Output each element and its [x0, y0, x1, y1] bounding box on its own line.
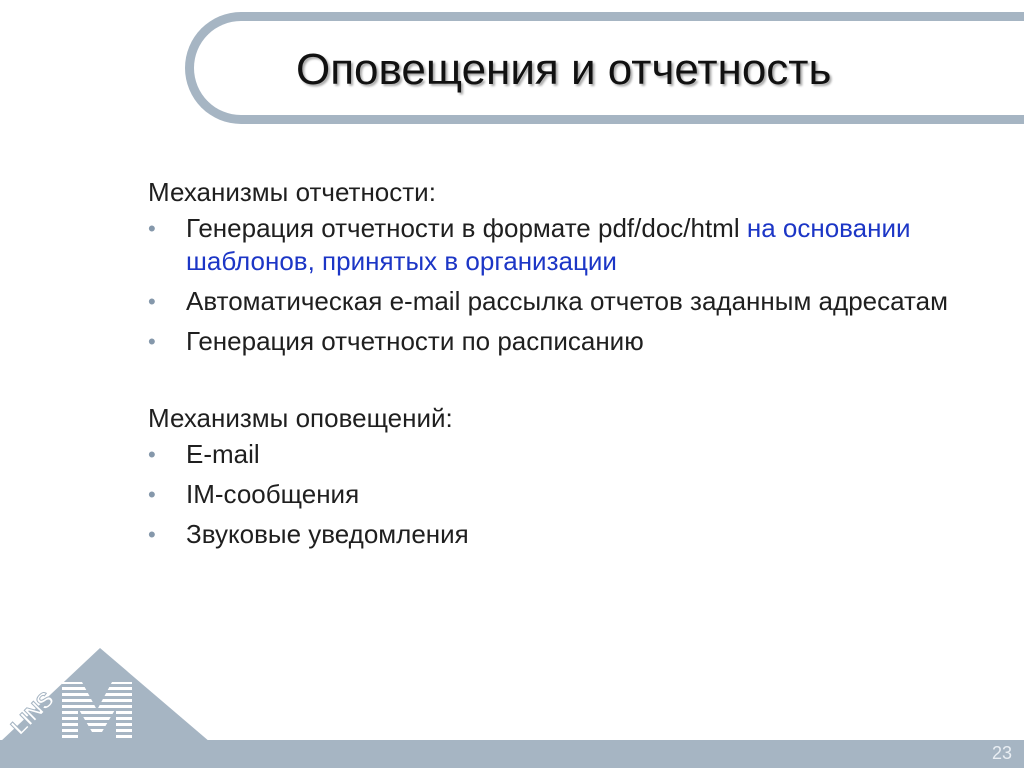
reporting-heading: Механизмы отчетности: — [148, 177, 436, 207]
slide-body — [148, 176, 988, 558]
list-item-text: E-mail — [186, 439, 260, 469]
bullet-icon: • — [148, 482, 156, 507]
bullet-icon: • — [148, 216, 156, 241]
bullet-icon: • — [148, 442, 156, 467]
page-number: 23 — [991, 743, 1012, 763]
list-item — [148, 212, 988, 278]
list-item-text: Генерация отчетности по расписанию — [186, 326, 644, 356]
notifications-list — [148, 438, 988, 551]
bullet-icon: • — [148, 522, 156, 547]
list-item-text: Звуковые уведомления — [186, 519, 469, 549]
list-item-text: IM-сообщения — [186, 479, 360, 509]
bullet-icon: • — [148, 329, 156, 354]
reporting-list — [148, 212, 988, 358]
list-item — [148, 325, 988, 358]
list-item-highlight: на основании шаблонов, принятых в организации — [186, 213, 911, 276]
list-item — [148, 518, 988, 551]
list-item — [148, 478, 988, 511]
lins-logo-icon — [0, 648, 210, 742]
section-spacer — [148, 365, 988, 402]
list-item-text: Генерация отчетности в формате pdf/doc/html — [186, 213, 747, 243]
list-item — [148, 285, 988, 318]
notifications-heading: Механизмы оповещений: — [148, 403, 453, 433]
logo-text: LINS — [5, 686, 59, 740]
footer-bar — [0, 740, 1024, 768]
bullet-icon: • — [148, 289, 156, 314]
list-item — [148, 438, 988, 471]
slide-title: Оповещения и отчетность — [296, 45, 832, 94]
list-item-text: Автоматическая e-mail рассылка отчетов заданным адресатам — [186, 286, 948, 316]
